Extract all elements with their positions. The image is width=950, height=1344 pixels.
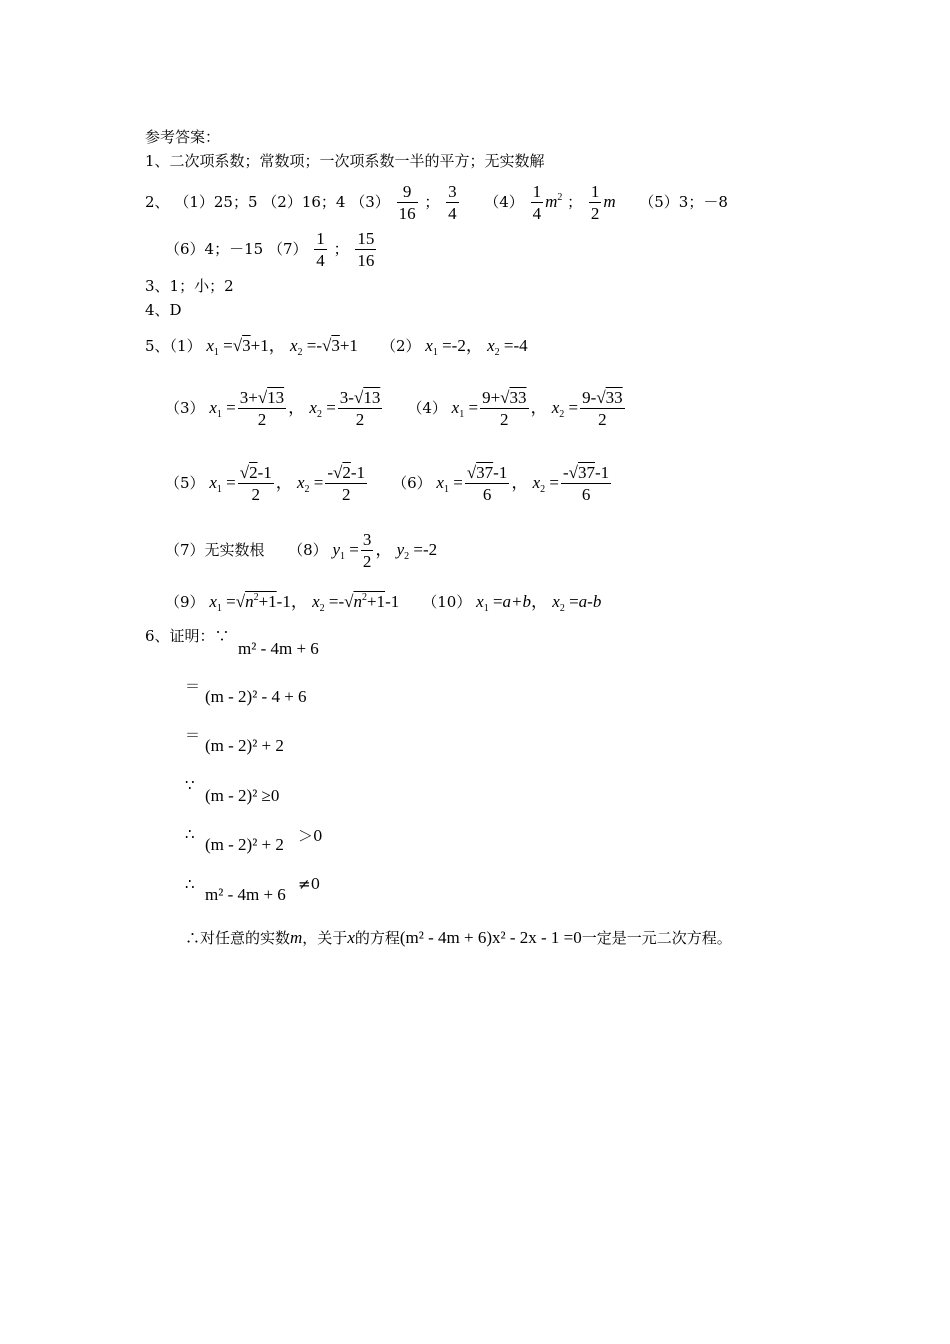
label-3: （3）: [165, 399, 205, 417]
equals-sign-1: ＝: [185, 677, 201, 695]
solution-2: $x_1 =-2$， $x_2 =-4$: [425, 336, 528, 358]
answer-2-part-5: （5）3；－8: [639, 193, 728, 211]
answer-3: 3、1；小；2: [145, 277, 234, 295]
answer-4: 4、D: [145, 301, 182, 319]
proof-step-2: (m - 2)² - 4 + 6: [205, 687, 307, 706]
answer-5-number: 5、: [145, 337, 170, 355]
separator: ；: [333, 240, 349, 258]
separator: ；: [424, 193, 440, 211]
fraction-3-4: $\frac{3}{4}$: [448, 181, 457, 223]
fraction-9-16: $\frac{9}{16}$: [398, 181, 416, 223]
answer-2-line-2: [165, 225, 378, 273]
label-1: （1）: [169, 337, 202, 355]
label-5: （5）: [165, 474, 205, 492]
answer-5-row-3: [165, 458, 613, 515]
separator: ；: [567, 193, 583, 211]
greater-than-zero: ＞0: [298, 827, 323, 845]
proof-step-6: m² - 4m + 6: [205, 885, 286, 904]
label-2: （2）: [380, 337, 421, 355]
answer-2-part-1: （1）25；5: [174, 193, 258, 211]
conclusion-equation: (m² - 4m + 6)x² - 2x - 1 =0: [399, 928, 582, 947]
answer-title: 参考答案：: [145, 128, 221, 146]
solution-5: $x_1$ = $\frac{√2-1}{2}$ ， $x_2$ = $\frac{-√2-1}{2}$: [209, 462, 366, 504]
label-8: （8）: [288, 541, 328, 559]
answer-5-row-2: [165, 383, 627, 440]
not-equal-zero: ≠0: [298, 875, 321, 893]
proof-step-5: (m - 2)² + 2: [205, 835, 284, 854]
solution-10: $x_1 =a+b$， $x_2 =a-b$: [476, 592, 602, 614]
proof-conclusion: [185, 924, 732, 952]
conclusion-part-2: ，关于: [302, 929, 348, 947]
solution-3: $x_1$ = $\frac{3+√13}{2}$ ， $x_2$ = $\frac{3-√13}{2}$: [209, 387, 381, 429]
solution-8: $y_1$ = $\frac{3}{2}$ ， $y_2 =-2$: [332, 529, 438, 571]
answer-2-part-2: （2）16；4: [262, 193, 346, 211]
solution-4: $x_1$ = $\frac{9+√33}{2}$ ， $x_2$ = $\frac{9-√33}{2}$: [451, 387, 623, 429]
solution-9: $x_1 =√n^2+1-1$， $x_2 =-√n^2+1-1$: [209, 592, 400, 614]
conclusion-m: m: [290, 928, 303, 947]
answer-5-row-5: [165, 580, 601, 627]
proof-step-4: (m - 2)² ≥0: [205, 786, 280, 805]
answer-6-head: 6、证明：∵: [145, 627, 230, 645]
answer-2-line-1: [145, 174, 728, 226]
label-7: （7）无实数根: [165, 541, 265, 559]
therefore-symbol-1: ∴: [185, 825, 195, 843]
conclusion-part-4: 一定是一元二次方程。: [581, 929, 732, 947]
answer-5-row-4: [165, 525, 437, 582]
m-squared: $m^2$: [545, 192, 563, 211]
equals-sign-2: ＝: [185, 726, 201, 744]
conclusion-x: x: [347, 928, 355, 947]
answer-2-part-7: （7）: [267, 240, 308, 258]
solution-6: $x_1$ = $\frac{√37-1}{6}$ ， $x_2$ = $\frac{-√37-1}{6}$: [436, 462, 610, 504]
solution-1: $x_1 =√3+1$， $x_2 =-√3+1$: [206, 336, 358, 358]
label-9: （9）: [165, 593, 205, 611]
label-6: （6）: [392, 474, 432, 492]
m-variable: m: [603, 192, 616, 211]
fraction-1-4: $\frac{1}{4}$: [532, 181, 542, 223]
answer-1: 1、二次项系数；常数项；一次项系数一半的平方；无实数解: [145, 152, 545, 170]
label-10: （10）: [422, 593, 472, 611]
fraction-1-4-b: $\frac{1}{4}$: [316, 228, 325, 270]
conclusion-part-3: 的方程: [354, 929, 400, 947]
conclusion-part-1: ∴对任意的实数: [185, 929, 291, 947]
therefore-symbol-2: ∴: [185, 875, 195, 893]
label-4: （4）: [407, 399, 447, 417]
answer-5-row-1: [145, 328, 528, 371]
fraction-15-16: $\frac{15}{16}$: [357, 228, 375, 270]
proof-step-1: m² - 4m + 6: [238, 639, 319, 658]
answer-2-part-3: （3）: [350, 193, 390, 211]
answer-2-part-6: （6）4；－15: [165, 240, 264, 258]
because-symbol: ∵: [185, 776, 195, 794]
proof-step-3: (m - 2)² + 2: [205, 736, 284, 755]
fraction-1-2: $\frac{1}{2}$: [590, 181, 600, 223]
answer-2-number: 2、: [145, 193, 170, 211]
answer-2-part-4: （4）: [484, 193, 524, 211]
